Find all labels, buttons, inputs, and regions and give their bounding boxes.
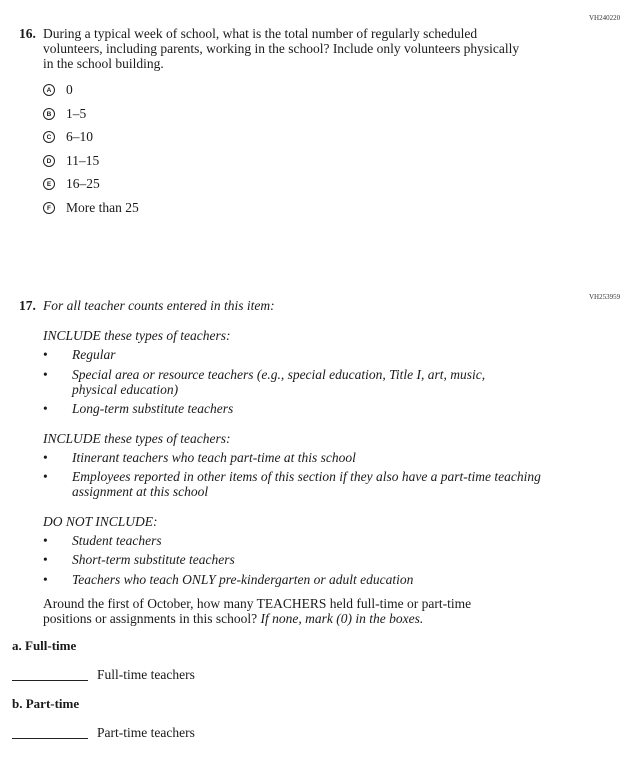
list-item: • Employees reported in other items of this section if they also have a part-time teaching assignment at this school — [43, 469, 541, 499]
radio-bubble-icon[interactable]: A — [43, 84, 55, 96]
include-heading: INCLUDE these types of teachers: — [43, 328, 231, 343]
full-time-input[interactable] — [12, 680, 88, 681]
radio-bubble-icon[interactable]: C — [43, 131, 55, 143]
exclude-heading: DO NOT INCLUDE: — [43, 514, 158, 529]
option-label: 11–15 — [66, 153, 100, 168]
list-item: • Teachers who teach ONLY pre-kindergarten or adult education — [43, 572, 414, 587]
bullet-icon: • — [43, 367, 48, 382]
part-a-label: a. Full-time — [12, 638, 77, 653]
item-code: VH253959 — [589, 293, 621, 301]
answer-option[interactable] — [43, 153, 99, 169]
question-text: During a typical week of school, what is the total number of regularly scheduled volunteers, including parents, working in the school? Include only volunteers physically in the school building. — [43, 26, 520, 71]
bullet-icon: • — [43, 533, 48, 548]
option-label: 1–5 — [66, 106, 87, 121]
question-text: Around the first of October, how many TEACHERS held full-time or part-time positions or assignments in this school? If none, mark (0) in the boxes. — [43, 596, 472, 626]
list-item: • Student teachers — [43, 533, 162, 548]
question-number: 17. — [19, 298, 36, 313]
list-item: • Short-term substitute teachers — [43, 552, 235, 567]
bullet-icon: • — [43, 450, 48, 465]
answer-option[interactable] — [43, 129, 93, 145]
part-b-label: b. Part-time — [12, 696, 80, 711]
option-label: 16–25 — [66, 176, 100, 191]
list-item: • Special area or resource teachers (e.g., special education, Title I, art, music, physical education) — [43, 367, 486, 397]
option-label: More than 25 — [66, 200, 139, 215]
question-note: If none, mark (0) in the boxes. — [260, 611, 424, 626]
question-intro: For all teacher counts entered in this item: — [43, 298, 275, 313]
answer-option[interactable] — [43, 106, 86, 122]
radio-bubble-icon[interactable]: E — [43, 178, 55, 190]
part-time-field-label: Part-time teachers — [97, 725, 195, 740]
bullet-icon: • — [43, 401, 48, 416]
answer-option[interactable] — [43, 82, 73, 98]
include-heading: INCLUDE these types of teachers: — [43, 431, 231, 446]
answer-option[interactable] — [43, 176, 100, 192]
radio-bubble-icon[interactable]: D — [43, 155, 55, 167]
answer-option[interactable] — [43, 200, 139, 216]
bullet-icon: • — [43, 552, 48, 567]
list-item: • Long-term substitute teachers — [43, 401, 234, 416]
list-item: • Itinerant teachers who teach part-time at this school — [43, 450, 356, 465]
list-item: • Regular — [43, 347, 116, 362]
radio-bubble-icon[interactable]: B — [43, 108, 55, 120]
part-time-input[interactable] — [12, 738, 88, 739]
question-number: 16. — [19, 26, 36, 41]
bullet-icon: • — [43, 347, 48, 362]
bullet-icon: • — [43, 572, 48, 587]
full-time-field-label: Full-time teachers — [97, 667, 195, 682]
bullet-icon: • — [43, 469, 48, 484]
option-label: 6–10 — [66, 129, 93, 144]
radio-bubble-icon[interactable]: F — [43, 202, 55, 214]
option-label: 0 — [66, 82, 73, 97]
item-code: VH240220 — [589, 14, 621, 22]
